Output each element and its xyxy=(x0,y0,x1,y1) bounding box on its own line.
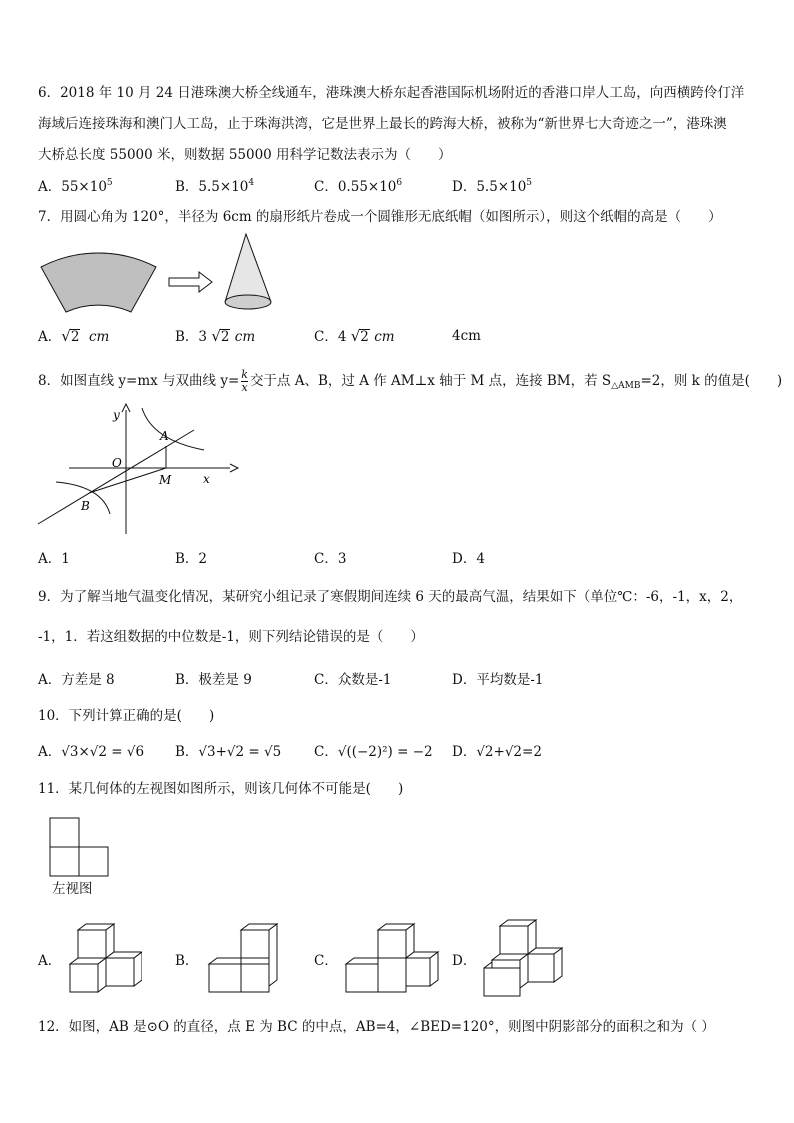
q6-line3: 大桥总长度 55000 米，则数据 55000 用科学记数法表示为（ ） xyxy=(38,147,452,163)
q6-line2: 海域后连接珠海和澳门人工岛，止于珠海洪湾，它是世界上最长的跨海大桥，被称为“新世界七大奇迹之一”，港珠澳 xyxy=(38,116,727,132)
q9-option-d: D．平均数是-1 xyxy=(452,672,544,688)
origin-label: O xyxy=(112,456,122,470)
left-view-figure xyxy=(46,816,112,878)
q7-option-d: 4cm xyxy=(452,328,481,344)
q9-line1: 9．为了解当地气温变化情况，某研究小组记录了寒假期间连续 6 天的最高气温，结果如下（单位℃：-6，-1，x，2， xyxy=(38,589,743,605)
x-axis-arrow-icon xyxy=(230,464,238,472)
q11-solid-d xyxy=(478,918,564,1000)
q6-line1: 6．2018 年 10 月 24 日港珠澳大桥全线通车，港珠澳大桥东起香港国际机场附近的香港口岸人工岛，向西横跨伶仃洋 xyxy=(38,85,745,101)
q7-option-b: B．3 √2 cm xyxy=(175,327,256,345)
q7-figure xyxy=(36,232,286,322)
q11-option-a-label: A． xyxy=(38,953,62,969)
y-label: y xyxy=(113,408,120,422)
point-b-label: B xyxy=(81,499,90,513)
q9-line2: -1，1．若这组数据的中位数是-1，则下列结论错误的是（ ） xyxy=(38,629,424,645)
q9-option-b: B．极差是 9 xyxy=(175,672,252,688)
q11-solid-a xyxy=(62,922,142,1000)
arrow-icon xyxy=(169,272,212,292)
q9-option-a: A．方差是 8 xyxy=(38,672,115,688)
q11-option-b-label: B． xyxy=(175,953,199,969)
q8-option-d: D．4 xyxy=(452,551,485,567)
q8-graph xyxy=(34,402,244,542)
q9-option-c: C．众数是-1 xyxy=(314,672,392,688)
segment-bm xyxy=(89,468,166,493)
q6-option-d: D．$5.5\times 10^5$ xyxy=(452,178,533,195)
sector-shape xyxy=(41,253,156,312)
q11-option-d-label: D． xyxy=(452,953,477,969)
q8-option-b: B．2 xyxy=(175,551,208,567)
point-m-label: M xyxy=(159,473,172,487)
q10-option-d: D．√2+√2=2 xyxy=(452,744,542,760)
hyperbola-branch-1 xyxy=(142,408,204,450)
q7-option-a: A．√2 cm xyxy=(38,327,110,345)
point-a-label: A xyxy=(160,429,169,443)
q8-option-a: A．1 xyxy=(38,551,70,567)
q11-option-c-label: C． xyxy=(314,953,338,969)
x-label: x xyxy=(203,472,210,486)
q11-solid-b xyxy=(203,922,283,1000)
q7-option-c: C．4 √2 cm xyxy=(314,327,395,345)
left-view-caption: 左视图 xyxy=(52,881,93,897)
q10-option-c: C．√((−2)²) = −2 xyxy=(314,744,433,760)
q11-solid-c xyxy=(340,922,440,1000)
cone-shape xyxy=(225,234,271,309)
q10-line1: 10．下列计算正确的是( ) xyxy=(38,708,215,724)
q6-option-a: A．$55\times 10^5$ xyxy=(38,178,113,195)
q7-line1: 7．用圆心角为 120°，半径为 6cm 的扇形纸片卷成一个圆锥形无底纸帽（如图所示），则这个纸帽的高是（ ） xyxy=(38,209,722,225)
q6-option-b: B．$5.5\times 10^4$ xyxy=(175,178,255,195)
q8-option-c: C．3 xyxy=(314,551,347,567)
q10-option-a: A．√3×√2 = √6 xyxy=(38,744,145,760)
q8-line1: 8．如图直线 y=mx 与双曲线 y= $\frac{k}{x}$ 交于点 A、B，过 A 作 AM⊥x 轴于 M 点，连接 BM，若 $S_{\triangle AMB}=2$，则 k 的值是( ) xyxy=(38,368,783,394)
q6-option-c: C．$0.55\times 10^6$ xyxy=(314,178,403,195)
q11-line1: 11．某几何体的左视图如图所示，则该几何体不可能是( ) xyxy=(38,781,404,797)
q12-line1: 12．如图，AB 是⊙O 的直径，点 E 为 BC 的中点，AB=4，∠BED=120°，则图中阴影部分的面积之和为（ ） xyxy=(38,1019,715,1035)
q10-option-b: B．√3+√2 = √5 xyxy=(175,744,282,760)
